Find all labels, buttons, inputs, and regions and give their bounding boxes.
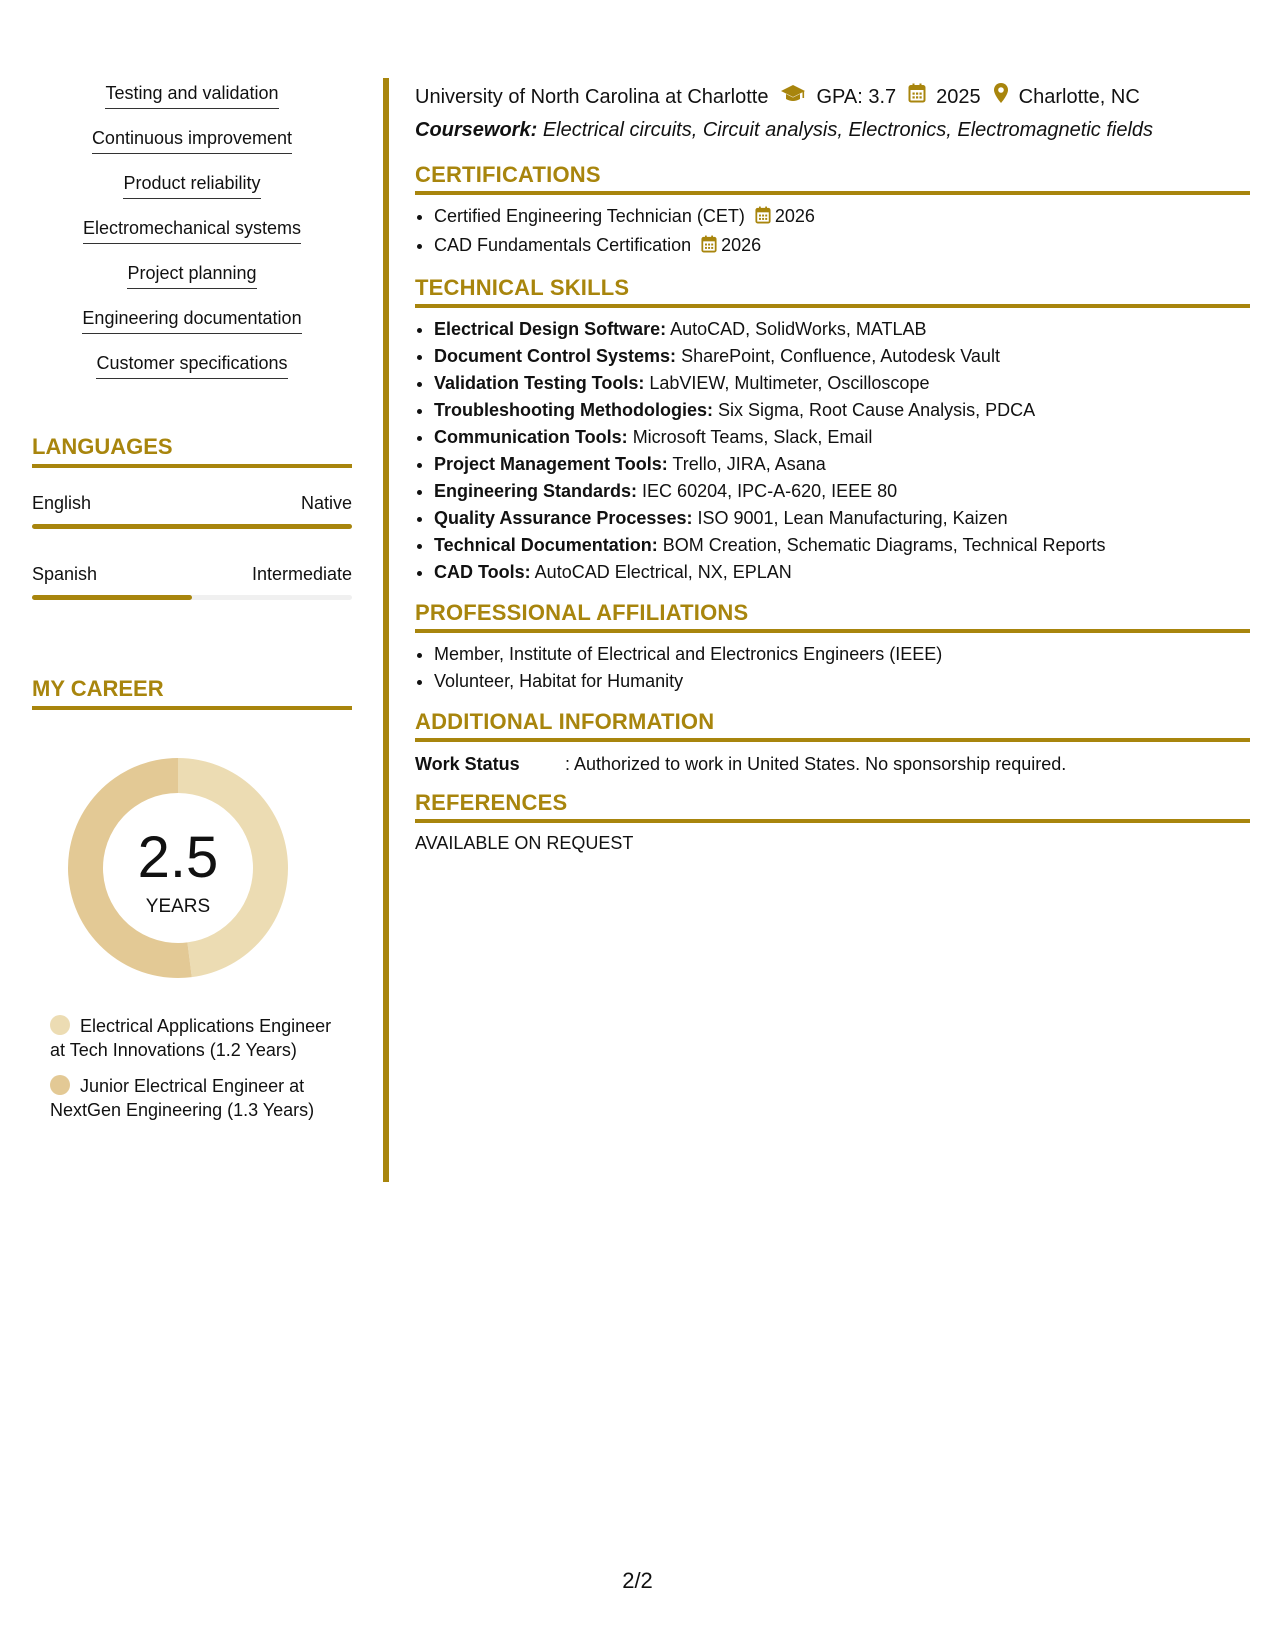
skill-category: Project Management Tools: <box>434 454 668 474</box>
language-row <box>32 492 352 514</box>
career-total-unit: YEARS <box>145 896 211 917</box>
language-bar <box>32 595 352 600</box>
additional-info-section <box>415 709 1250 776</box>
skill-category: Engineering Standards: <box>434 481 638 501</box>
legend-color-dot <box>50 1075 70 1095</box>
affiliation-item: • Volunteer, Habitat for Humanity <box>434 668 1250 695</box>
skill-label: Project planning <box>127 260 256 289</box>
technical-skill-item <box>434 451 1250 478</box>
certification-year: 2026 <box>774 206 815 226</box>
references-text: AVAILABLE ON REQUEST <box>415 833 634 853</box>
language-bar-fill <box>32 524 352 529</box>
technical-skills-heading: TECHNICAL SKILLS <box>415 275 1250 308</box>
language-bar <box>32 524 352 529</box>
language-name: Spanish <box>32 564 98 584</box>
legend-color-dot <box>50 1015 70 1035</box>
right-column <box>415 82 1250 854</box>
education-school: University of North Carolina at Charlotte <box>415 86 769 108</box>
certification-name: Certified Engineering Technician (CET) <box>434 206 745 226</box>
references-section <box>415 790 1250 854</box>
skill-category: Electrical Design Software: <box>434 319 667 339</box>
career-heading: MY CAREER <box>32 676 352 710</box>
left-column <box>32 80 352 395</box>
skill-category: Communication Tools: <box>434 427 628 447</box>
career-legend <box>50 1014 340 1134</box>
career-section <box>32 676 352 1120</box>
calendar-icon <box>908 83 926 111</box>
skill-values: AutoCAD, SolidWorks, MATLAB <box>670 319 927 339</box>
skill-item <box>32 215 352 246</box>
skill-values: AutoCAD Electrical, NX, EPLAN <box>534 562 792 582</box>
skill-label: Continuous improvement <box>92 125 292 154</box>
column-divider <box>383 78 389 1182</box>
affiliation-item: • Member, Institute of Electrical and Electronics Engineers (IEEE) <box>434 641 1250 668</box>
skill-category: CAD Tools: <box>434 562 531 582</box>
language-level: Intermediate <box>251 564 352 584</box>
certification-year: 2026 <box>721 235 762 255</box>
graduation-cap-icon <box>780 83 806 111</box>
education-location: Charlotte, NC <box>1018 86 1140 108</box>
technical-skills-section <box>415 275 1250 586</box>
certifications-heading: CERTIFICATIONS <box>415 162 1250 195</box>
skill-label: Customer specifications <box>96 350 287 379</box>
skill-label: Engineering documentation <box>82 305 301 334</box>
skill-values: Trello, JIRA, Asana <box>672 454 826 474</box>
career-donut-chart <box>66 756 290 980</box>
map-pin-icon <box>993 82 1009 112</box>
affiliations-list <box>415 641 1250 695</box>
technical-skills-list <box>415 316 1250 586</box>
additional-info-heading: ADDITIONAL INFORMATION <box>415 709 1250 742</box>
skill-category: Quality Assurance Processes: <box>434 508 693 528</box>
education-year: 2025 <box>936 86 981 108</box>
coursework-label: Coursework: <box>415 119 538 141</box>
certifications-section <box>415 162 1250 261</box>
skill-values: SharePoint, Confluence, Autodesk Vault <box>681 346 1000 366</box>
skill-category: Validation Testing Tools: <box>434 373 645 393</box>
coursework-line <box>415 116 1250 144</box>
certifications-list <box>415 203 1250 261</box>
skill-item <box>32 170 352 201</box>
technical-skill-item <box>434 397 1250 424</box>
legend-label: Junior Electrical Engineer at NextGen Engineering (1.3 Years) <box>50 1076 315 1120</box>
languages-heading: LANGUAGES <box>32 434 352 468</box>
career-donut-center <box>66 756 290 980</box>
skill-category: Technical Documentation: <box>434 535 658 555</box>
skill-values: ISO 9001, Lean Manufacturing, Kaizen <box>697 508 1008 528</box>
skill-values: BOM Creation, Schematic Diagrams, Technical Reports <box>662 535 1106 555</box>
skill-values: Microsoft Teams, Slack, Email <box>632 427 873 447</box>
references-heading: REFERENCES <box>415 790 1250 823</box>
certification-name: CAD Fundamentals Certification <box>434 235 692 255</box>
education-line <box>415 82 1250 112</box>
page-number: 2/2 <box>622 1568 653 1593</box>
technical-skill-item <box>434 370 1250 397</box>
skill-label: Testing and validation <box>105 80 278 109</box>
skill-label: Electromechanical systems <box>83 215 301 244</box>
skill-values: LabVIEW, Multimeter, Oscilloscope <box>649 373 930 393</box>
language-row <box>32 563 352 585</box>
skill-category: Document Control Systems: <box>434 346 677 366</box>
career-legend-item <box>50 1074 340 1122</box>
legend-label: Electrical Applications Engineer at Tech Innovations (1.2 Years) <box>50 1016 332 1060</box>
technical-skill-item <box>434 559 1250 586</box>
coursework-value: Electrical circuits, Circuit analysis, Electronics, Electromagnetic fields <box>542 119 1154 141</box>
career-legend-item <box>50 1014 340 1062</box>
technical-skill-item <box>434 343 1250 370</box>
work-status-value: : Authorized to work in United States. No sponsorship required. <box>565 754 1067 774</box>
technical-skill-item <box>434 478 1250 505</box>
language-name: English <box>32 493 92 513</box>
calendar-icon <box>701 234 717 261</box>
work-status-row <box>415 752 1250 776</box>
skill-item <box>32 80 352 111</box>
languages-section <box>32 434 352 600</box>
certification-item <box>434 232 1250 261</box>
skill-label: Product reliability <box>123 170 260 199</box>
affiliations-section <box>415 600 1250 695</box>
technical-skill-item <box>434 316 1250 343</box>
work-status-label: Work Status <box>415 754 520 774</box>
skills-list <box>32 80 352 381</box>
skill-item <box>32 125 352 156</box>
skill-item <box>32 305 352 336</box>
education-gpa: GPA: 3.7 <box>816 86 897 108</box>
skill-values: Six Sigma, Root Cause Analysis, PDCA <box>718 400 1036 420</box>
affiliations-heading: PROFESSIONAL AFFILIATIONS <box>415 600 1250 633</box>
skill-category: Troubleshooting Methodologies: <box>434 400 713 420</box>
career-total-years: 2.5 <box>137 825 219 890</box>
skill-item <box>32 260 352 291</box>
language-bar-fill <box>32 595 192 600</box>
technical-skill-item <box>434 505 1250 532</box>
certification-item <box>434 203 1250 232</box>
technical-skill-item <box>434 424 1250 451</box>
technical-skill-item <box>434 532 1250 559</box>
calendar-icon <box>755 205 771 232</box>
skill-item <box>32 350 352 381</box>
language-level: Native <box>300 493 352 513</box>
skill-values: IEC 60204, IPC-A-620, IEEE 80 <box>642 481 898 501</box>
